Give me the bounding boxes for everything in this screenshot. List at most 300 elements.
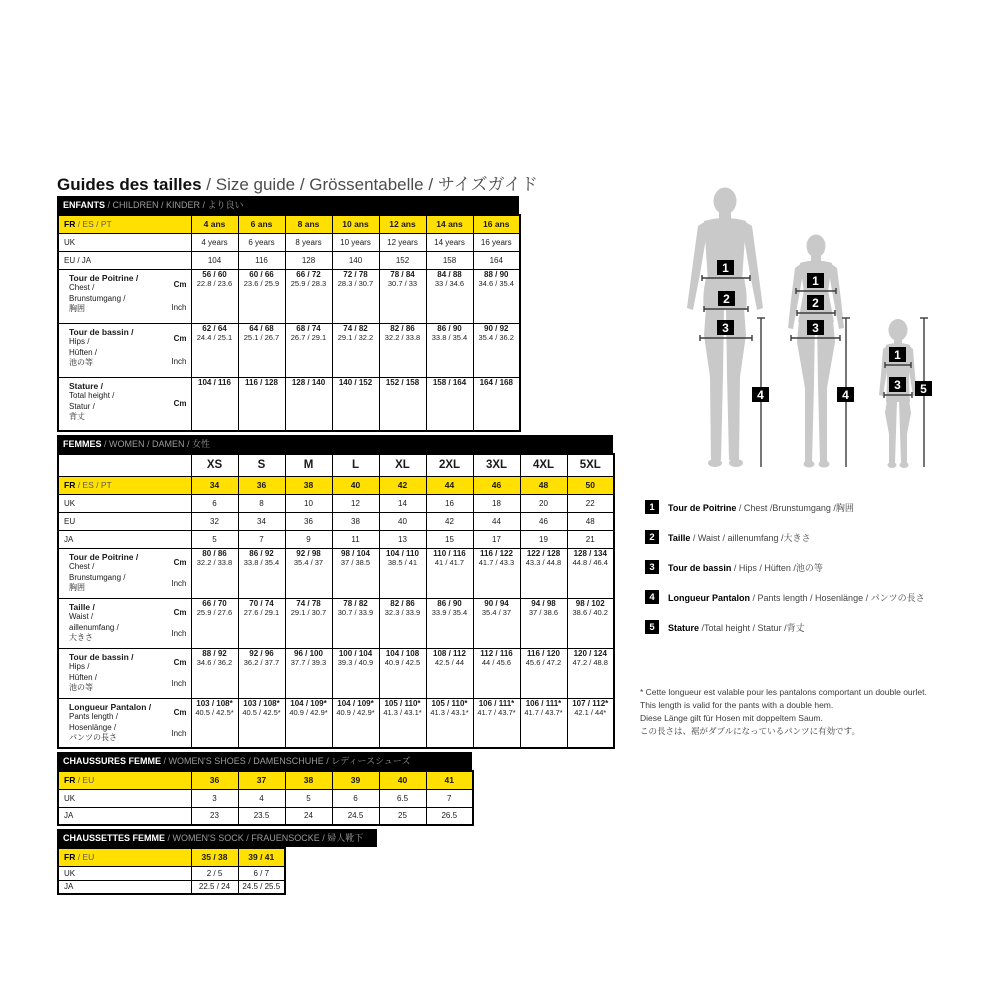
legend-item <box>645 620 985 634</box>
inch-value: 26.7 / 29.1 <box>290 332 327 342</box>
cm-value: 104 / 116 <box>198 377 231 387</box>
table-row <box>58 215 520 233</box>
size-cell: 36 <box>238 476 285 494</box>
inch-value: 41 / 41.7 <box>434 557 465 567</box>
value-cell: 26.5 <box>426 807 473 825</box>
row-label-cell <box>58 771 191 789</box>
footnote-line: This length is valid for the pants with a double hem. <box>640 700 834 710</box>
value-cell: 22 <box>567 494 614 512</box>
measurement-cell <box>426 548 473 598</box>
unit-inch-label: Inch <box>171 679 187 689</box>
inch-value: 29.1 / 32.2 <box>337 332 374 342</box>
inch-value: 41.3 / 43.1* <box>430 707 469 717</box>
cm-value: 66 / 70 <box>202 598 227 608</box>
measurement-name-translation: 大きさ <box>69 633 93 642</box>
inch-value: 43.3 / 44.8 <box>525 557 562 567</box>
table-row <box>58 771 473 789</box>
cm-value: 78 / 82 <box>343 598 368 608</box>
value-cell: 5 <box>285 789 332 807</box>
measurement-cell <box>285 323 332 377</box>
cm-value: 68 / 74 <box>296 323 321 333</box>
measurement-cell <box>285 648 332 698</box>
size-cell: 8 ans <box>285 215 332 233</box>
chaussures-grid <box>57 770 474 826</box>
measurement-cell <box>473 377 520 431</box>
value-cell: 23.5 <box>238 807 285 825</box>
cm-value: 104 / 108 <box>385 648 420 658</box>
row-label-bold: FR <box>64 852 76 863</box>
cm-value: 105 / 110* <box>384 698 421 708</box>
value-cell: 46 <box>520 512 567 530</box>
table-row <box>58 323 520 377</box>
measurement-cell <box>191 598 238 648</box>
value-cell: 32 <box>191 512 238 530</box>
inch-value: 29.1 / 30.7 <box>290 607 327 617</box>
table-header-translations: / CHILDREN / KINDER / より良い <box>105 200 244 210</box>
cm-value: 110 / 116 <box>433 548 466 558</box>
row-label-cell <box>58 377 191 431</box>
inch-value: 45.6 / 47.2 <box>525 657 562 667</box>
inch-value: 33.9 / 35.4 <box>431 607 468 617</box>
table-row <box>58 789 473 807</box>
size-cell: XS <box>191 454 238 476</box>
value-cell: 6.5 <box>379 789 426 807</box>
row-label-cell: UK <box>58 233 191 251</box>
table-header-translations: / WOMEN / DAMEN / 女性 <box>101 439 211 449</box>
inch-value: 34.6 / 35.4 <box>478 278 514 288</box>
value-cell: 20 <box>520 494 567 512</box>
measurement-cell <box>191 648 238 698</box>
table-row <box>58 476 614 494</box>
cm-value: 140 / 152 <box>338 377 373 387</box>
legend-label-rest: / Hips / Hüften /池の等 <box>731 562 823 573</box>
value-cell: 10 years <box>332 233 379 251</box>
cm-value: 74 / 78 <box>296 598 321 608</box>
row-label-cell <box>58 476 191 494</box>
row-label-cell <box>58 598 191 648</box>
row-label-cell: UK <box>58 789 191 807</box>
legend-item <box>645 590 985 604</box>
cm-value: 62 / 64 <box>202 323 227 333</box>
page-title-translations: / Size guide / Grössentabelle / サイズガイド <box>201 175 538 194</box>
measurement-cell <box>285 269 332 323</box>
cm-value: 78 / 84 <box>390 269 415 279</box>
measurement-cell <box>567 648 614 698</box>
cm-value: 98 / 104 <box>341 548 370 558</box>
table-row <box>58 698 614 748</box>
inch-value: 32.2 / 33.8 <box>196 557 233 567</box>
measurement-name-translation: パンツの長さ <box>69 733 117 742</box>
inch-value: 27.6 / 29.1 <box>243 607 280 617</box>
size-cell: 39 <box>332 771 379 789</box>
measurement-name: Tour de bassin / <box>69 651 134 662</box>
cm-value: 84 / 88 <box>437 269 462 279</box>
table-row <box>58 377 520 431</box>
footnote-line: この長さは、裾がダブルになっているパンツに有効です。 <box>640 726 860 736</box>
measurement-cell <box>238 698 285 748</box>
size-cell: M <box>285 454 332 476</box>
table-header-translations: / WOMEN'S SOCK / FRAUENSOCKE / 婦人靴下 <box>165 833 364 843</box>
measurement-cell <box>520 698 567 748</box>
cm-value: 80 / 86 <box>202 548 227 558</box>
value-cell: 44 <box>473 512 520 530</box>
value-cell: 116 <box>238 251 285 269</box>
value-cell: 6 <box>191 494 238 512</box>
measurement-cell <box>285 698 332 748</box>
row-label-cell: JA <box>58 807 191 825</box>
measurement-cell <box>379 698 426 748</box>
cm-value: 64 / 68 <box>249 323 274 333</box>
svg-text:2: 2 <box>812 296 819 310</box>
size-cell: 10 ans <box>332 215 379 233</box>
row-label-cell <box>58 848 191 866</box>
value-cell: 7 <box>426 789 473 807</box>
table-header-bar <box>57 829 377 847</box>
inch-value: 47.2 / 48.8 <box>572 657 608 667</box>
size-cell: 44 <box>426 476 473 494</box>
measurement-name-translation: 池の等 <box>69 358 93 367</box>
svg-text:3: 3 <box>894 378 901 392</box>
inch-value: 35.4 / 37 <box>293 557 324 567</box>
measurement-cell <box>567 548 614 598</box>
value-cell: 38 <box>332 512 379 530</box>
women-size-table <box>57 435 615 749</box>
row-label-cell: EU / JA <box>58 251 191 269</box>
measurement-name-translation: Chest / <box>69 562 95 571</box>
size-cell: 36 <box>191 771 238 789</box>
size-cell: 41 <box>426 771 473 789</box>
inch-value: 41.7 / 43.7* <box>477 707 516 717</box>
value-cell: 6 / 7 <box>238 866 285 880</box>
inch-value: 37 / 38.6 <box>528 607 559 617</box>
cm-value: 104 / 109* <box>337 698 374 708</box>
measurement-figures <box>640 170 970 480</box>
measurement-name-translation: 池の等 <box>69 683 93 692</box>
value-cell: 15 <box>426 530 473 548</box>
table-header-title: CHAUSSURES FEMME <box>63 756 162 766</box>
row-label-rest: / ES / PT <box>75 219 112 230</box>
value-cell: 24 <box>285 807 332 825</box>
size-cell: 12 ans <box>379 215 426 233</box>
cm-value: 103 / 108* <box>196 698 233 708</box>
measurement-cell <box>285 377 332 431</box>
inch-value: 30.7 / 33.9 <box>337 607 374 617</box>
man-pants-length-marker <box>752 318 769 467</box>
footnote-line: * Cette longueur est valable pour les pantalons comportant un double ourlet. <box>640 687 927 697</box>
value-cell: 24.5 / 25.5 <box>238 880 285 894</box>
measurement-cell <box>567 598 614 648</box>
legend-label-rest: / Waist / aillenumfang /大きさ <box>690 532 811 543</box>
legend-label-rest: / Pants length / Hosenlänge / パンツの長さ <box>750 592 925 603</box>
inch-value: 41.7 / 43.3 <box>478 557 515 567</box>
value-cell: 5 <box>191 530 238 548</box>
cm-value: 104 / 110 <box>386 548 419 558</box>
measurement-name-translation: Brunstumgang / <box>69 572 126 582</box>
cm-value: 116 / 120 <box>527 648 560 658</box>
inch-value: 40.9 / 42.9* <box>336 707 375 717</box>
inch-value: 41.7 / 43.7* <box>524 707 563 717</box>
measurement-cell <box>473 548 520 598</box>
value-cell: 36 <box>285 512 332 530</box>
value-cell: 158 <box>426 251 473 269</box>
row-label-cell <box>58 698 191 748</box>
measurement-cell <box>520 648 567 698</box>
measurement-name-translation: Statur / <box>69 401 95 411</box>
cm-value: 86 / 90 <box>437 323 462 333</box>
unit-cm-label: Cm <box>173 657 187 667</box>
inch-value: 38.5 / 41 <box>387 557 418 567</box>
legend-number-badge: 4 <box>645 590 659 604</box>
table-header-translations: / WOMEN'S SHOES / DAMENSCHUHE / レディースシューズ <box>161 756 411 766</box>
measurement-cell <box>426 648 473 698</box>
svg-text:5: 5 <box>920 382 927 396</box>
measurement-cell <box>191 548 238 598</box>
cm-value: 72 / 78 <box>343 269 368 279</box>
cm-value: 164 / 168 <box>479 377 513 387</box>
measurement-name-translation: Hüften / <box>69 672 98 682</box>
measurement-cell <box>238 269 285 323</box>
chaussettes-grid <box>57 847 286 895</box>
legend-label-bold: Longueur Pantalon <box>668 592 750 603</box>
table-header-bar <box>57 752 472 770</box>
cm-value: 56 / 60 <box>202 269 227 279</box>
table-row <box>58 880 285 894</box>
row-label-cell: JA <box>58 530 191 548</box>
page-title-main: Guides des tailles <box>57 175 202 194</box>
cm-value: 108 / 112 <box>433 648 466 658</box>
measurement-cell <box>191 323 238 377</box>
women-socks-size-table <box>57 829 615 895</box>
row-label-cell <box>58 454 191 476</box>
measurement-cell <box>332 598 379 648</box>
cm-value: 100 / 104 <box>338 648 373 658</box>
legend-label <box>668 531 811 544</box>
measurement-cell <box>426 269 473 323</box>
measurement-cell <box>191 269 238 323</box>
measurement-cell <box>379 323 426 377</box>
table-header-bar <box>57 435 613 453</box>
value-cell: 104 <box>191 251 238 269</box>
size-cell: 5XL <box>567 454 614 476</box>
size-cell: 40 <box>379 771 426 789</box>
table-row <box>58 848 285 866</box>
unit-cm-label: Cm <box>173 557 187 567</box>
value-cell: 17 <box>473 530 520 548</box>
value-cell: 140 <box>332 251 379 269</box>
legend-number-badge: 2 <box>645 530 659 544</box>
measurement-cell <box>379 598 426 648</box>
unit-inch-label: Inch <box>171 303 187 313</box>
measurement-cell <box>238 323 285 377</box>
cm-value: 86 / 92 <box>249 548 274 558</box>
row-label-cell: UK <box>58 494 191 512</box>
row-label-cell <box>58 215 191 233</box>
measurement-name: Tour de Poitrine / <box>69 551 139 562</box>
measurement-cell <box>567 698 614 748</box>
value-cell: 10 <box>285 494 332 512</box>
value-cell: 16 years <box>473 233 520 251</box>
table-row <box>58 648 614 698</box>
measurement-cell <box>520 548 567 598</box>
table-row <box>58 233 520 251</box>
value-cell: 12 years <box>379 233 426 251</box>
measurement-cell <box>473 269 520 323</box>
row-label-bold: FR <box>64 219 76 230</box>
value-cell: 2 / 5 <box>191 866 238 880</box>
size-cell: S <box>238 454 285 476</box>
unit-cm-label: Cm <box>173 707 187 717</box>
cm-value: 116 / 128 <box>245 377 278 387</box>
measurement-cell <box>332 548 379 598</box>
size-cell: 48 <box>520 476 567 494</box>
measurement-cell <box>332 323 379 377</box>
svg-text:3: 3 <box>722 321 729 335</box>
legend-label <box>668 501 854 514</box>
measurement-cell <box>332 648 379 698</box>
value-cell: 6 years <box>238 233 285 251</box>
measurement-cell <box>238 548 285 598</box>
inch-value: 22.8 / 23.6 <box>196 278 233 288</box>
row-label-cell <box>58 548 191 598</box>
value-cell: 42 <box>426 512 473 530</box>
inch-value: 42.1 / 44* <box>574 707 607 717</box>
inch-value: 34.6 / 36.2 <box>196 657 233 667</box>
measurement-name-translation: Hips / <box>69 662 90 671</box>
inch-value: 28.3 / 30.7 <box>337 278 374 288</box>
inch-value: 35.4 / 37 <box>481 607 512 617</box>
inch-value: 42.5 / 44 <box>434 657 465 667</box>
row-label-bold: FR <box>64 775 76 786</box>
size-cell: 35 / 38 <box>191 848 238 866</box>
cm-value: 98 / 102 <box>575 598 605 608</box>
cm-value: 88 / 90 <box>484 269 509 279</box>
legend-label <box>668 621 805 634</box>
measurement-cell <box>285 598 332 648</box>
measurement-cell <box>473 648 520 698</box>
cm-value: 92 / 98 <box>296 548 321 558</box>
measurement-name-translation: Hüften / <box>69 347 98 357</box>
value-cell: 14 <box>379 494 426 512</box>
row-label-cell <box>58 269 191 323</box>
size-cell: 6 ans <box>238 215 285 233</box>
measurement-name-translation: Chest / <box>69 283 95 292</box>
unit-inch-label: Inch <box>171 629 187 639</box>
cm-value: 158 / 164 <box>432 377 467 387</box>
woman-silhouette <box>788 235 844 468</box>
inch-value: 39.3 / 40.9 <box>337 657 374 667</box>
measurement-cell <box>426 377 473 431</box>
measurement-name: Tour de bassin / <box>69 326 134 337</box>
table-row <box>58 269 520 323</box>
svg-text:4: 4 <box>757 388 764 402</box>
row-label-cell: EU <box>58 512 191 530</box>
measurement-name: Longueur Pantalon / <box>69 701 152 712</box>
measurement-name-translation: Hosenlänge / <box>69 722 117 732</box>
legend-label-rest: / Chest /Brunstumgang /胸囲 <box>736 502 854 513</box>
measurement-cell <box>238 377 285 431</box>
measurement-cell <box>379 269 426 323</box>
size-cell: 2XL <box>426 454 473 476</box>
cm-value: 112 / 116 <box>480 648 513 658</box>
value-cell: 9 <box>285 530 332 548</box>
inch-value: 36.2 / 37.7 <box>243 657 280 667</box>
value-cell: 7 <box>238 530 285 548</box>
value-cell: 4 <box>238 789 285 807</box>
cm-value: 107 / 112* <box>572 698 609 708</box>
size-cell: 38 <box>285 771 332 789</box>
measurement-cell <box>379 377 426 431</box>
cm-value: 128 / 134 <box>573 548 607 558</box>
cm-value: 105 / 110* <box>431 698 468 708</box>
measurement-cell <box>426 323 473 377</box>
measurement-cell <box>332 698 379 748</box>
size-cell: 42 <box>379 476 426 494</box>
unit-inch-label: Inch <box>171 579 187 589</box>
unit-inch-label: Inch <box>171 357 187 367</box>
value-cell: 164 <box>473 251 520 269</box>
measurement-cell <box>473 598 520 648</box>
measurement-cell <box>379 548 426 598</box>
table-row <box>58 251 520 269</box>
size-cell: 4XL <box>520 454 567 476</box>
size-cell: 16 ans <box>473 215 520 233</box>
value-cell: 48 <box>567 512 614 530</box>
inch-value: 37.7 / 39.3 <box>290 657 327 667</box>
measurement-name-translation: Waist / <box>69 612 94 621</box>
cm-value: 152 / 158 <box>385 377 420 387</box>
measurement-name-translation: Pants length / <box>69 712 118 721</box>
value-cell: 23 <box>191 807 238 825</box>
legend-label-bold: Tour de bassin <box>668 562 732 573</box>
value-cell: 40 <box>379 512 426 530</box>
value-cell: 34 <box>238 512 285 530</box>
unit-cm-label: Cm <box>173 399 187 409</box>
measurement-cell <box>426 698 473 748</box>
value-cell: 6 <box>332 789 379 807</box>
value-cell: 24.5 <box>332 807 379 825</box>
measurement-cell <box>238 648 285 698</box>
value-cell: 11 <box>332 530 379 548</box>
inch-value: 44 / 45.6 <box>481 657 512 667</box>
women-shoes-size-table <box>57 752 615 826</box>
size-cell: 39 / 41 <box>238 848 285 866</box>
measurement-cell <box>191 698 238 748</box>
inch-value: 24.4 / 25.1 <box>196 332 233 342</box>
measurement-cell <box>285 548 332 598</box>
cm-value: 122 / 128 <box>526 548 561 558</box>
legend-number-badge: 3 <box>645 560 659 574</box>
measurement-cell <box>426 598 473 648</box>
size-cell: XL <box>379 454 426 476</box>
table-header-bar <box>57 196 519 214</box>
value-cell: 18 <box>473 494 520 512</box>
row-label-rest: / EU <box>75 852 95 863</box>
cm-value: 88 / 92 <box>202 648 227 658</box>
cm-value: 60 / 66 <box>249 269 274 279</box>
inch-value: 38.6 / 40.2 <box>572 607 608 617</box>
inch-value: 40.5 / 42.5* <box>195 707 234 717</box>
cm-value: 106 / 111* <box>525 698 562 708</box>
measurement-name-translation: Hips / <box>69 337 90 346</box>
measurement-name-translation: 胸囲 <box>69 304 85 313</box>
inch-value: 40.5 / 42.5* <box>242 707 281 717</box>
cm-value: 90 / 92 <box>484 323 509 333</box>
row-label-cell <box>58 648 191 698</box>
cm-value: 82 / 86 <box>390 323 415 333</box>
size-cell: 34 <box>191 476 238 494</box>
legend-label-rest: /Total height / Statur /背丈 <box>699 622 805 633</box>
legend-item <box>645 530 985 544</box>
